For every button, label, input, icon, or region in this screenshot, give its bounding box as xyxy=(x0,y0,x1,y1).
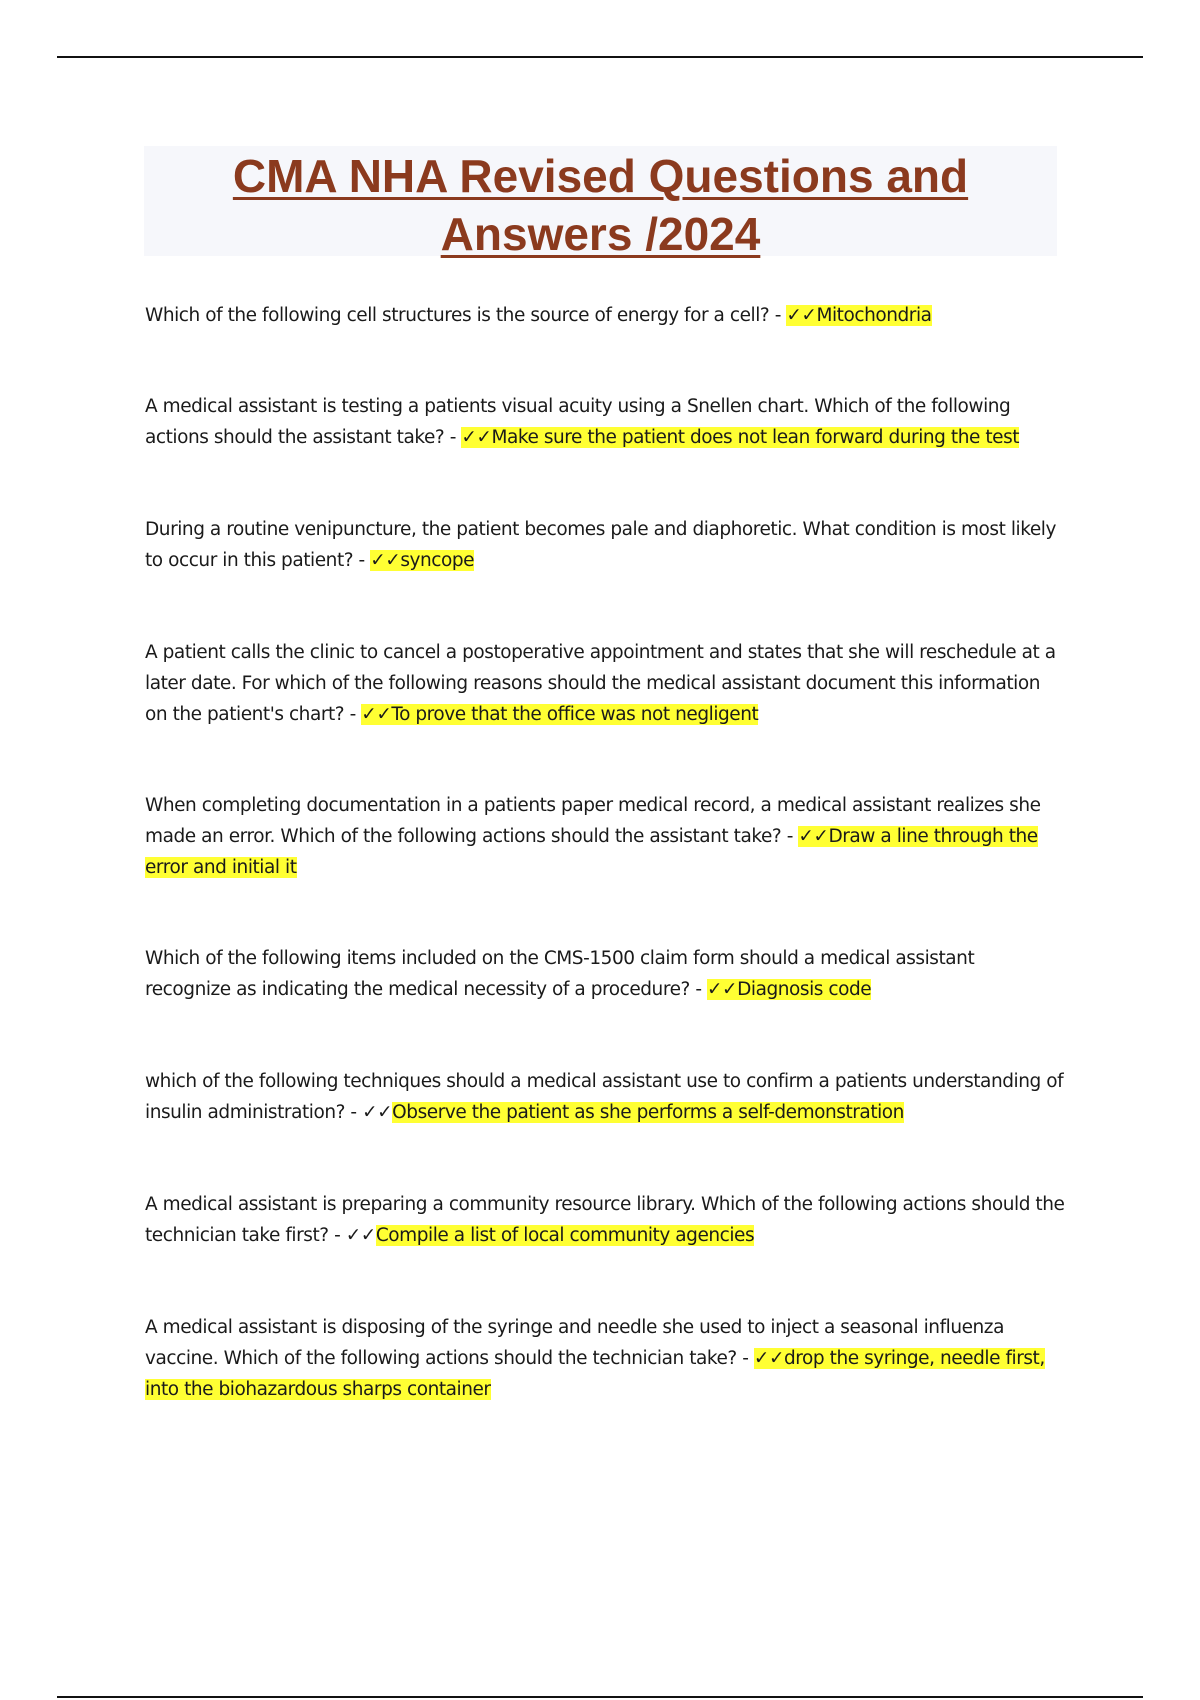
double-check-icon: ✓✓ xyxy=(461,427,492,448)
answer-highlight xyxy=(370,550,474,571)
page-title-line-2: Answers /2024 xyxy=(440,208,761,260)
question-text: When completing documentation in a patients paper medical record, a medical assistant realizes she made an error. Which of the following actions should the assistant take? xyxy=(145,795,1041,847)
qa-item-6 xyxy=(145,943,1065,1005)
qa-item-5 xyxy=(145,790,1065,883)
separator: - xyxy=(689,979,707,1000)
answer-text: Draw a line through the error and initial it xyxy=(145,826,1038,878)
answer-highlight xyxy=(361,704,758,725)
answer-text: Make sure the patient does not lean forward during the test xyxy=(491,427,1020,448)
double-check-icon: ✓✓ xyxy=(753,1348,784,1369)
qa-item-4 xyxy=(145,637,1065,730)
separator: - xyxy=(444,427,462,448)
separator: - xyxy=(328,1225,346,1246)
question-text: A patient calls the clinic to cancel a postoperative appointment and states that she will reschedule at a later date. For which of the following reasons should the medical assistant document this information on the patient's chart? xyxy=(145,642,1056,725)
separator: - xyxy=(781,826,799,847)
double-check-icon: ✓✓ xyxy=(345,1225,376,1246)
page-title-line-1: CMA NHA Revised Questions and xyxy=(232,150,969,202)
separator: - xyxy=(344,704,362,725)
answer-text: Diagnosis code xyxy=(737,979,872,1000)
qa-item-9 xyxy=(145,1312,1065,1405)
answer-highlight xyxy=(376,1225,754,1246)
double-check-icon: ✓✓ xyxy=(786,305,817,326)
separator: - xyxy=(769,305,787,326)
qa-item-8 xyxy=(145,1189,1065,1251)
separator: - xyxy=(344,1102,363,1123)
answer-text: drop the syringe, needle first, into the biohazardous sharps container xyxy=(145,1348,1045,1400)
separator: - xyxy=(736,1348,754,1369)
double-check-icon: ✓✓ xyxy=(362,1102,393,1123)
answer-text: Mitochondria xyxy=(816,305,932,326)
bottom-rule xyxy=(57,1696,1143,1698)
answer-text: Compile a list of local community agencies xyxy=(375,1225,755,1246)
question-text: A medical assistant is disposing of the syringe and needle she used to inject a seasonal influenza vaccine. Which of the following actions should the technician take? xyxy=(145,1317,1004,1369)
title-block xyxy=(144,146,1057,260)
double-check-icon: ✓✓ xyxy=(361,704,392,725)
answer-text: Observe the patient as she performs a self-demonstration xyxy=(392,1102,904,1123)
qa-item-3 xyxy=(145,514,1065,576)
answer-text: To prove that the office was not negligent xyxy=(391,704,759,725)
question-text: Which of the following items included on the CMS-1500 claim form should a medical assistant recognize as indicating the medical necessity of a procedure? xyxy=(145,948,975,1000)
answer-text: syncope xyxy=(400,550,475,571)
question-text: A medical assistant is testing a patients visual acuity using a Snellen chart. Which of the following actions should the assistant take? xyxy=(145,396,1011,448)
separator: - xyxy=(353,550,371,571)
question-text: which of the following techniques should a medical assistant use to confirm a patients understanding of insulin administration? xyxy=(145,1071,1064,1123)
double-check-icon: ✓✓ xyxy=(798,826,829,847)
answer-highlight xyxy=(392,1102,904,1123)
qa-item-2 xyxy=(145,391,1065,453)
answer-highlight xyxy=(786,305,931,326)
double-check-icon: ✓✓ xyxy=(370,550,401,571)
qa-item-1 xyxy=(145,300,1065,331)
double-check-icon: ✓✓ xyxy=(706,979,738,1000)
qa-item-7 xyxy=(145,1066,1065,1128)
question-text: Which of the following cell structures is the source of energy for a cell? xyxy=(145,305,770,326)
answer-highlight xyxy=(707,979,871,1000)
top-rule xyxy=(57,56,1143,58)
question-text: A medical assistant is preparing a community resource library. Which of the following actions should the technician take first? xyxy=(145,1194,1065,1246)
answer-highlight xyxy=(461,427,1019,448)
question-text: During a routine venipuncture, the patient becomes pale and diaphoretic. What condition is most likely to occur in this patient? xyxy=(145,519,1056,571)
